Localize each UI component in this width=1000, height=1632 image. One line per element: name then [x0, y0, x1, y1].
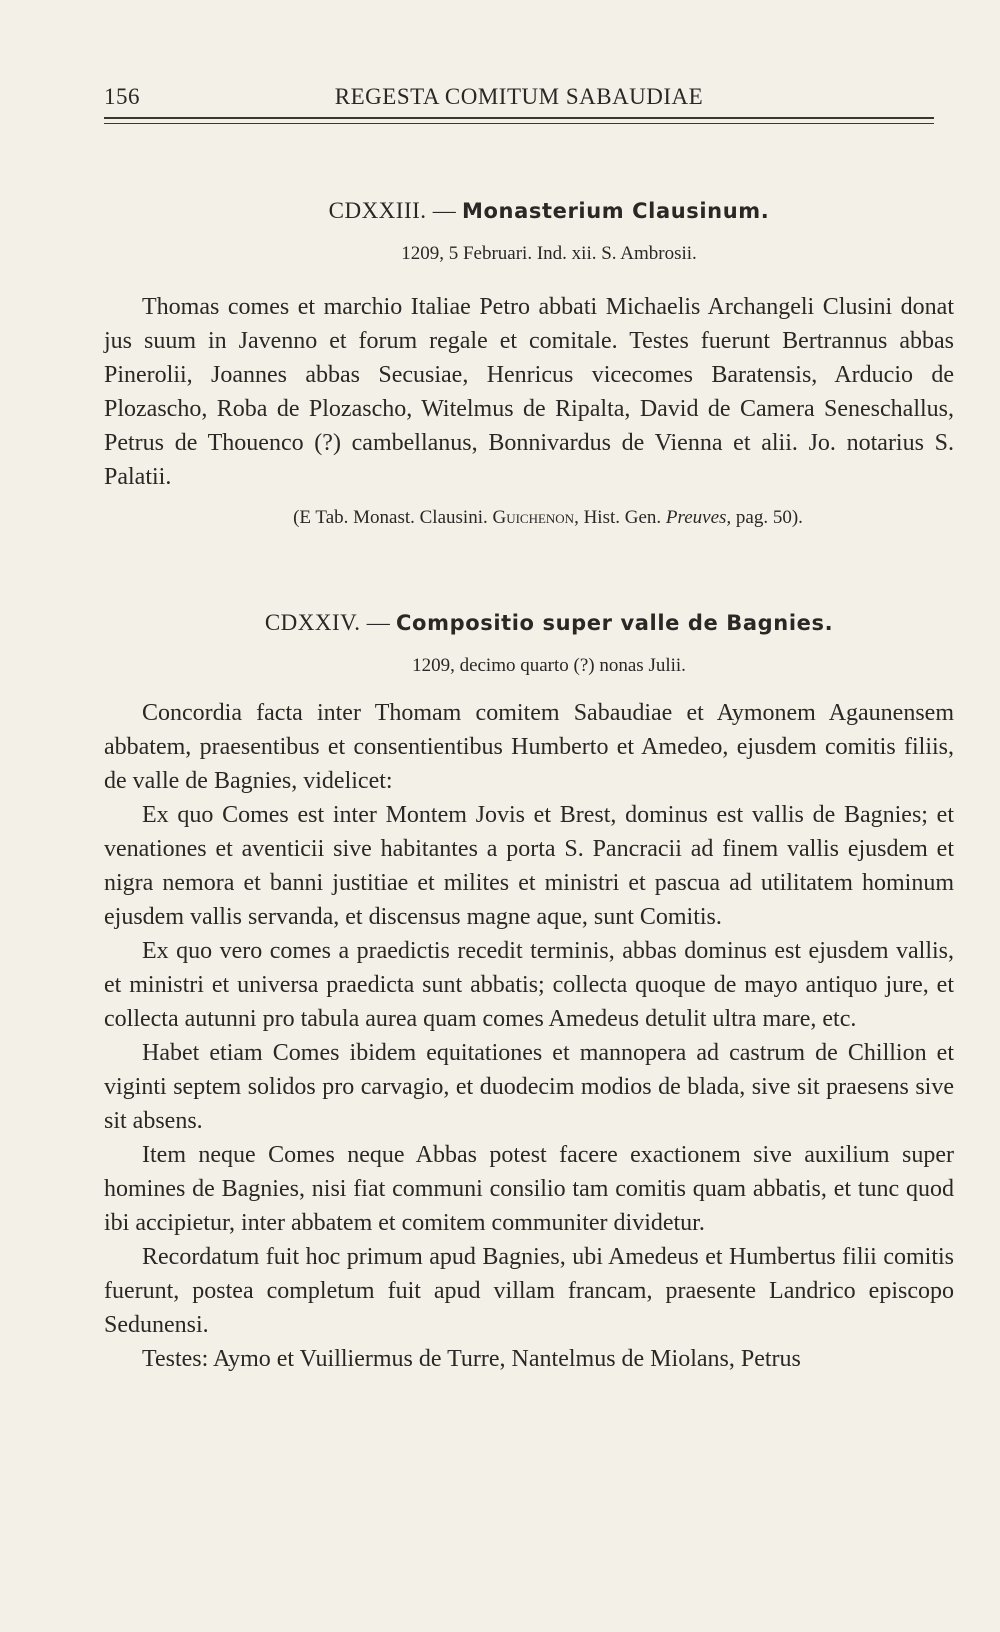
header-rule-thin [104, 123, 934, 124]
entry-body [104, 696, 954, 1376]
paragraph: Ex quo vero comes a praedictis recedit terminis, abbas dominus est ejusdem vallis, et ministri et universa praedicta sunt abbatis; collecta quoque de mayo antiquo jure, et collecta autunni pro tabula aurea quam comes Amedeus detulit ultra mare, etc. [104, 938, 954, 1032]
entry-body [104, 290, 954, 494]
page-number: 156 [104, 84, 140, 109]
entry-title: Monasterium Clausinum. [462, 199, 770, 223]
entry-number: CDXXIV. — [264, 610, 391, 635]
header-rule-thick [104, 117, 934, 119]
paragraph: Habet etiam Comes ibidem equitationes et mannopera ad castrum de Chillion et viginti septem solidos pro carvagio, et duodecim modios de blada, sive sit praesens sive sit absens. [104, 1040, 954, 1134]
entry-number: CDXXIII. — [328, 198, 457, 223]
paragraph: Recordatum fuit hoc primum apud Bagnies, ubi Amedeus et Humbertus filii comitis fuerunt, postea completum fuit apud villam francam, praesente Landrico episcopo Sedunensi. [104, 1244, 954, 1338]
running-header [104, 84, 934, 118]
paragraph: Testes: Aymo et Vuilliermus de Turre, Nantelmus de Miolans, Petrus [142, 1346, 801, 1372]
entry-date: 1209, decimo quarto (?) nonas Julii. [412, 655, 686, 676]
paragraph: Concordia facta inter Thomam comitem Sabaudiae et Aymonem Agaunensem abbatem, praesentibus et consentientibus Humberto et Amedeo, ejusdem comitis filiis, de valle de Bagnies, videlicet: [104, 700, 954, 794]
source-citation [104, 506, 954, 530]
source-page: pag. 50). [735, 507, 803, 528]
paragraph: Thomas comes et marchio Italiae Petro abbati Michaelis Archangeli Clusini donat jus suum in Javenno et forum regale et comitale. Testes fuerunt Bertrannus abbas Pinerolii, Joannes abbas Secusiae, Henricus vicecomes Baratensis, Arducio de Plozascho, Roba de Plozascho, Witelmus de Ripalta, David de Camera Seneschallus, Petrus de Thouenco (?) cambellanus, Bonnivardus de Vienna et alii. Jo. notarius S. Palatii. [104, 294, 954, 490]
page-content [104, 196, 954, 1376]
source-volume: Preuves, [665, 507, 732, 528]
entry-cdxxiv [104, 608, 954, 1376]
entry-title: Compositio super valle de Bagnies. [396, 611, 834, 635]
entry-heading [104, 196, 954, 226]
entry-date: 1209, 5 Februari. Ind. xii. S. Ambrosii. [401, 243, 697, 264]
source-work: Hist. Gen. [583, 507, 662, 528]
entry-heading [104, 608, 954, 638]
running-title: REGESTA COMITUM SABAUDIAE [334, 84, 704, 109]
paragraph: Ex quo Comes est inter Montem Jovis et Brest, dominus est vallis de Bagnies; et venationes et aventicii sive habitantes a porta S. Pancracii ad finem vallis ejusdem et nigra nemora et banni justitiae et milites et ministri et pascua ad utilitatem hominum ejusdem vallis servanda, et discensus magne aque, sunt Comitis. [104, 802, 954, 930]
source-author: Guichenon, [492, 507, 579, 528]
entry-cdxxiii [104, 196, 954, 530]
paragraph: Item neque Comes neque Abbas potest facere exactionem sive auxilium super homines de Bagnies, nisi fiat communi consilio tam comitis quam abbatis, et tunc quod ibi accipietur, inter abbatem et comitem communiter dividetur. [104, 1142, 954, 1236]
source-prefix: (E Tab. Monast. Clausini. [293, 507, 488, 528]
